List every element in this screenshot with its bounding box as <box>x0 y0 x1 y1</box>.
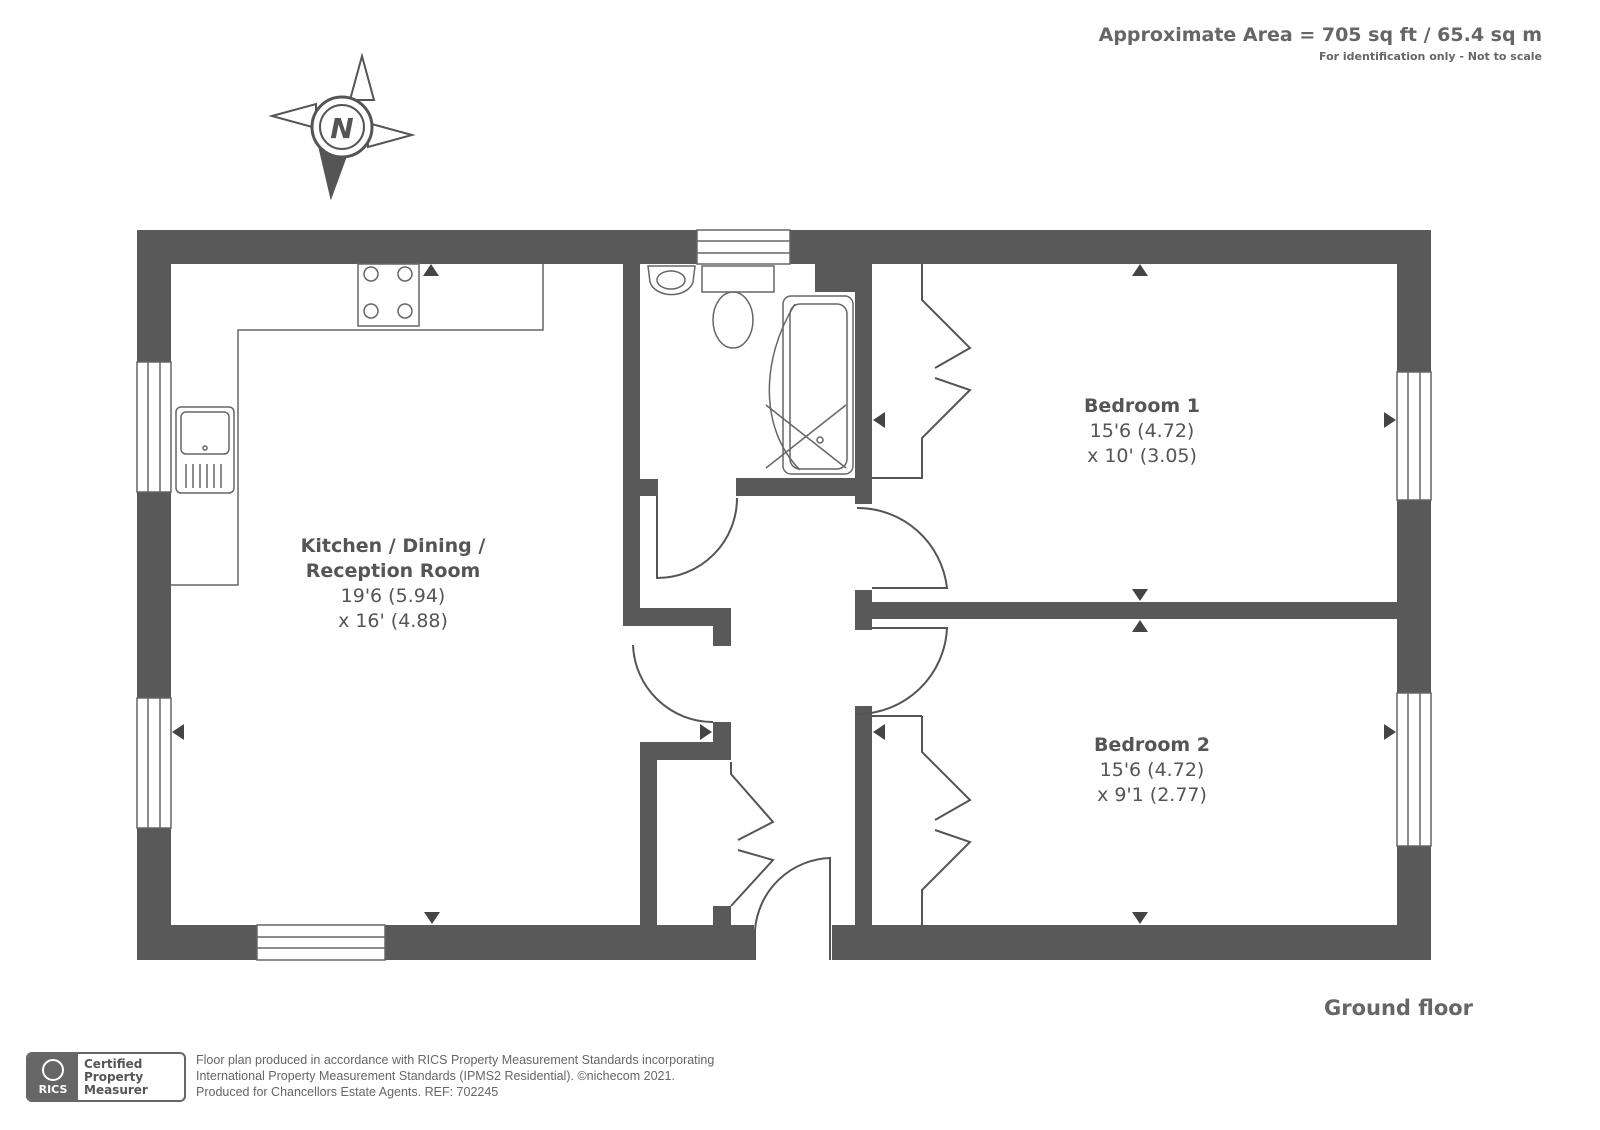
room-label-kitchen <box>301 535 486 632</box>
rics-certification <box>78 1054 154 1100</box>
rics-badge <box>26 1052 186 1102</box>
room-label-bedroom2 <box>1094 734 1210 806</box>
badge-line1: Certified <box>84 1056 143 1071</box>
bedroom1-dim2: x 10' (3.05) <box>1087 445 1197 467</box>
bathroom-fixtures <box>648 266 853 474</box>
compass-letter: N <box>330 112 354 145</box>
badge-line3: Measurer <box>84 1082 148 1097</box>
footer-disclaimer <box>196 1052 714 1100</box>
kitchen-dim2: x 16' (4.88) <box>338 610 448 632</box>
door-swings <box>633 496 947 960</box>
outer-walls <box>137 230 1431 960</box>
footer-line1: Floor plan produced in accordance with RICS Property Measurement Standards incorporating <box>196 1053 715 1067</box>
bedroom1-name: Bedroom 1 <box>1083 395 1201 417</box>
bedroom2-dim1: 15'6 (4.72) <box>1099 759 1205 781</box>
badge-line2: Property <box>84 1069 144 1084</box>
wardrobes <box>731 264 970 925</box>
compass-icon <box>272 56 412 197</box>
bedroom2-name: Bedroom 2 <box>1093 734 1211 756</box>
footer-line3: Produced for Chancellors Estate Agents. REF: 702245 <box>196 1085 499 1099</box>
identification-note: For identification only - Not to scale <box>1319 50 1542 63</box>
floor-label: Ground floor <box>1324 996 1474 1020</box>
rics-org: RICS <box>38 1082 68 1096</box>
kitchen-name-line2: Reception Room <box>305 560 481 582</box>
footer-line2: International Property Measurement Standards (IPMS2 Residential). ©nichecom 2021. <box>196 1069 675 1083</box>
kitchen-name-line1: Kitchen / Dining / <box>300 535 486 557</box>
bedroom1-dim1: 15'6 (4.72) <box>1089 420 1195 442</box>
bedroom2-dim2: x 9'1 (2.77) <box>1097 784 1207 806</box>
rics-logo <box>28 1054 78 1100</box>
internal-walls <box>623 264 1397 926</box>
windows <box>137 230 1431 960</box>
room-label-bedroom1 <box>1084 395 1200 467</box>
rics-lion-icon <box>42 1059 64 1081</box>
approximate-area: Approximate Area = 705 sq ft / 65.4 sq m <box>1098 24 1542 46</box>
kitchen-dim1: 19'6 (5.94) <box>340 585 446 607</box>
